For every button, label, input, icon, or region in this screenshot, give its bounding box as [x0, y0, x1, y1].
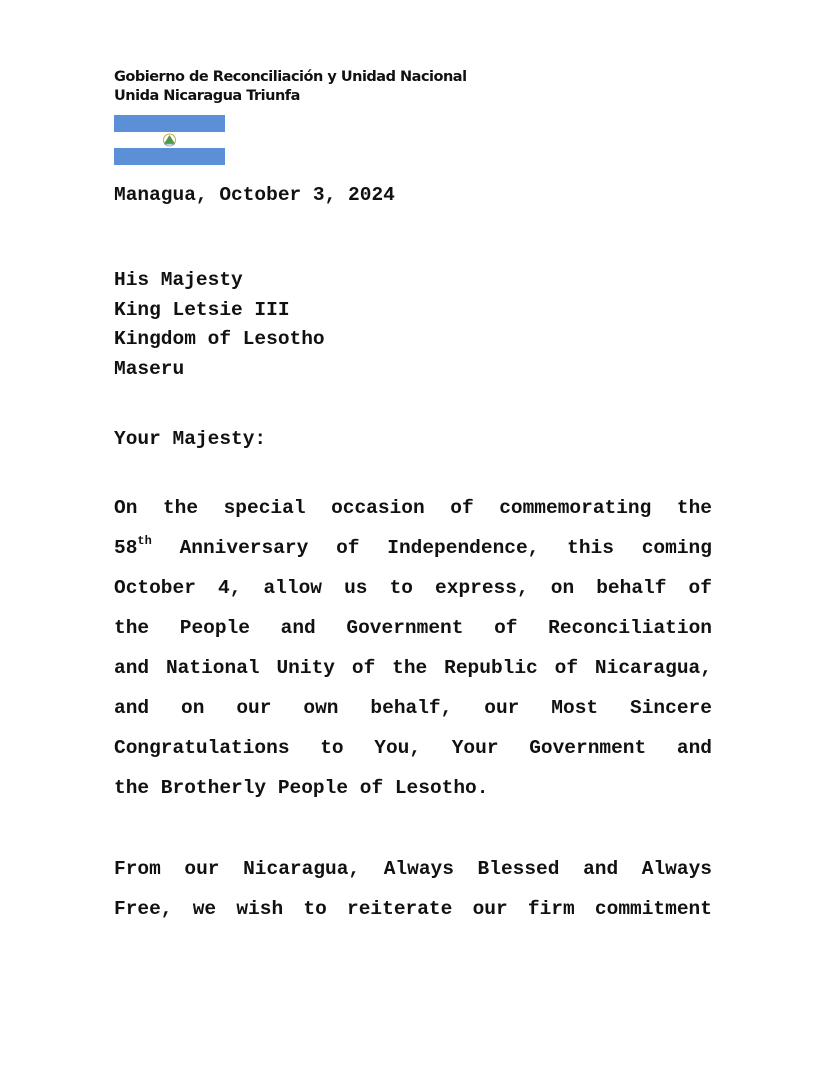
- recipient-address: [114, 266, 325, 384]
- paragraph-line: the People and Government of Reconciliation: [114, 617, 712, 639]
- paragraph-line: and on our own behalf, our Most Sincere: [114, 697, 712, 719]
- paragraph-line: and National Unity of the Republic of Nicaragua,: [114, 657, 712, 679]
- nicaragua-flag-icon: [114, 115, 225, 165]
- recipient-name: King Letsie III: [114, 298, 290, 321]
- recipient-city: Maseru: [114, 357, 185, 380]
- letter-date: Managua, October 3, 2024: [114, 184, 395, 206]
- paragraph-line: the Brotherly People of Lesotho.: [114, 777, 489, 799]
- paragraph-line: On the special occasion of commemorating the: [114, 497, 712, 519]
- letterhead: [114, 68, 467, 106]
- letterhead-slogan: Unida Nicaragua Triunfa: [114, 88, 300, 104]
- recipient-country: Kingdom of Lesotho: [114, 328, 325, 350]
- anniversary-number: 58th: [114, 534, 152, 559]
- paragraph-line: Free, we wish to reiterate our firm commitment: [114, 898, 712, 920]
- letterhead-government-name: Gobierno de Reconciliación y Unidad Nacional: [114, 69, 467, 85]
- salutation: Your Majesty:: [114, 428, 267, 450]
- paragraph-line: From our Nicaragua, Always Blessed and Always: [114, 858, 712, 880]
- paragraph-line: Congratulations to You, Your Government and: [114, 737, 712, 759]
- paragraph-line: October 4, allow us to express, on behalf of: [114, 577, 712, 599]
- body-paragraph-2: [114, 849, 712, 929]
- recipient-title: His Majesty: [114, 269, 243, 291]
- body-paragraph-1: [114, 488, 712, 808]
- paragraph-line: 58th Anniversary of Independence, this coming: [114, 528, 712, 568]
